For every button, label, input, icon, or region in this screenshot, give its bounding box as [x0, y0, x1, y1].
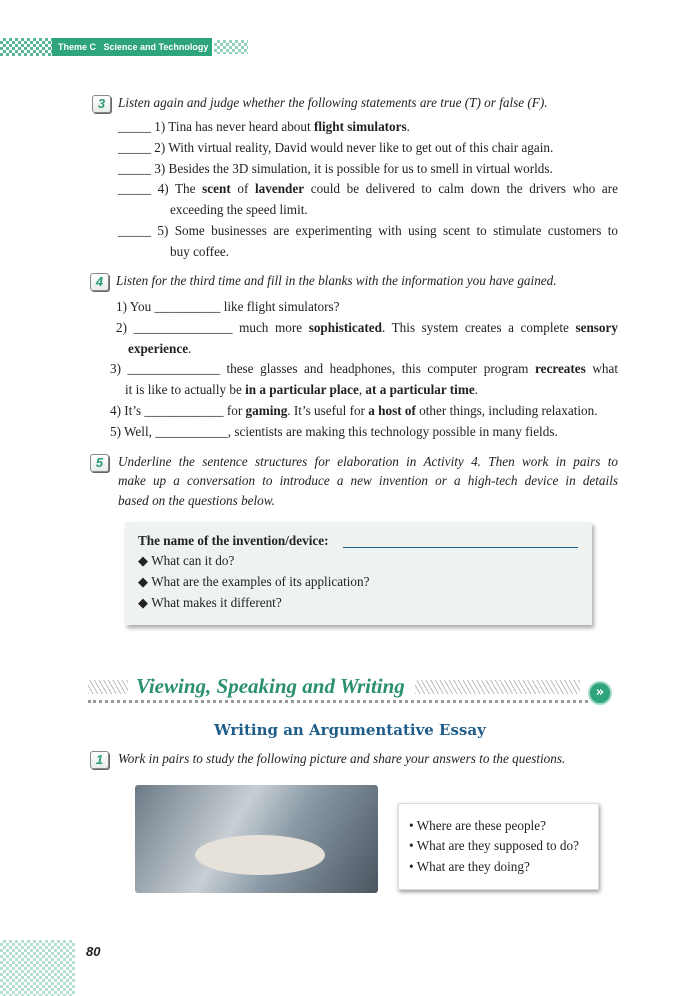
box-question-text: What makes it different? — [151, 595, 282, 610]
text-line — [170, 202, 308, 218]
bold-term: a host of — [368, 403, 416, 418]
text-segment: what — [585, 361, 618, 376]
page-number: 80 — [86, 944, 101, 959]
text-segment: exceeding the speed limit. — [170, 202, 308, 217]
diamond-bullet-icon: ◆ — [138, 553, 152, 568]
section-subtitle: Writing an Argumentative Essay — [214, 721, 486, 739]
activity-3-instruction: Listen again and judge whether the following statements are true (T) or false (F). — [118, 95, 548, 110]
activity-5-number: 5 — [90, 454, 109, 472]
section-divider — [88, 700, 588, 703]
text-line — [116, 299, 339, 315]
theme-label: Theme C — [58, 42, 97, 52]
picture-question-text: What are they supposed to do? — [416, 838, 579, 853]
text-line — [110, 424, 558, 440]
picture-question-text: Where are these people? — [416, 818, 546, 833]
picture-question-text: What are they doing? — [416, 859, 530, 874]
text-segment: 5) Well, ___________, scientists are making this technology possible in many fields. — [110, 424, 558, 439]
bold-term: at a particular time — [365, 382, 475, 397]
bold-term: flight simulators — [313, 119, 407, 134]
bold-term: recreates — [535, 361, 586, 376]
picture-question — [409, 838, 579, 854]
activity-4-instruction: Listen for the third time and fill in the blanks with the information you have gained. — [116, 273, 557, 288]
activity-4-number: 4 — [90, 273, 109, 291]
text-line — [116, 320, 618, 336]
decorative-hatch — [88, 680, 128, 694]
activity-5-instruction-line: make up a conversation to introduce a new invention or a high-tech device in details — [118, 473, 618, 488]
text-segment: 1) You __________ like flight simulators? — [116, 299, 340, 314]
text-segment: 4) It’s ____________ for — [110, 403, 246, 418]
text-line — [118, 223, 618, 239]
text-segment: _____ 5) Some businesses are experimenting with using scent to stimulate customers to — [118, 223, 618, 238]
bold-term: in a particular place — [245, 382, 359, 397]
invention-name-blank[interactable] — [343, 547, 578, 548]
picture-question — [409, 818, 546, 834]
decorative-hatch — [415, 680, 580, 694]
text-line — [118, 181, 618, 197]
text-line — [110, 403, 598, 419]
text-line — [128, 341, 191, 357]
text-segment: _____ 3) Besides the 3D simulation, it is possible for us to smell in virtual worlds. — [118, 161, 553, 176]
diamond-bullet-icon: ◆ — [138, 595, 152, 610]
text-segment: . This system creates a complete — [381, 320, 576, 335]
bullet-icon: • — [409, 859, 417, 874]
text-line — [110, 361, 618, 377]
text-line — [118, 161, 553, 177]
text-segment: buy coffee. — [170, 244, 230, 259]
bullet-icon: • — [409, 838, 417, 853]
bold-term: gaming — [245, 403, 288, 418]
bold-term: sophisticated — [308, 320, 382, 335]
text-segment: _____ 2) With virtual reality, David would never like to get out of this chair again. — [118, 140, 554, 155]
vr-photo — [135, 785, 378, 893]
text-segment: . It’s useful for — [287, 403, 369, 418]
activity-1-instruction: Work in pairs to study the following picture and share your answers to the questions. — [118, 751, 566, 766]
bold-term: experience — [128, 341, 189, 356]
text-segment: . — [406, 119, 410, 134]
text-segment: of — [230, 181, 255, 196]
box-question-text: What can it do? — [151, 553, 235, 568]
bullet-icon: • — [409, 818, 417, 833]
diamond-bullet-icon: ◆ — [138, 574, 152, 589]
box-question-text: What are the examples of its application? — [151, 574, 370, 589]
text-segment: it is like to actually be — [125, 382, 246, 397]
bold-term: sensory — [575, 320, 618, 335]
text-segment: 2) _______________ much more — [116, 320, 309, 335]
box-question — [138, 574, 369, 590]
activity-5-instruction-line: Underline the sentence structures for elaboration in Activity 4. Then work in pairs to — [118, 454, 618, 469]
bold-term: lavender — [254, 181, 305, 196]
text-segment: _____ 1) Tina has never heard about — [118, 119, 314, 134]
decorative-pattern — [0, 940, 75, 996]
text-segment: , — [358, 382, 366, 397]
text-segment: . — [188, 341, 192, 356]
text-line — [118, 140, 553, 156]
text-line — [170, 244, 229, 260]
invention-name-label: The name of the invention/device: — [138, 533, 329, 548]
text-line — [125, 382, 478, 398]
chevron-down-icon: » — [588, 681, 612, 705]
box-question — [138, 595, 282, 611]
text-segment: other things, including relaxation. — [415, 403, 598, 418]
theme-title: Science and Technology — [103, 42, 209, 52]
bold-term: scent — [202, 181, 231, 196]
activity-5-instruction-line: based on the questions below. — [118, 493, 275, 508]
section-title: Viewing, Speaking and Writing — [136, 674, 405, 698]
theme-header — [0, 38, 250, 56]
activity-3-number: 3 — [92, 95, 111, 113]
box-question — [138, 553, 234, 569]
text-segment: 3) ______________ these glasses and headphones, this computer program — [110, 361, 536, 376]
picture-question — [409, 859, 530, 875]
text-segment: could be delivered to calm down the drivers who are — [304, 181, 618, 196]
text-segment: _____ 4) The — [118, 181, 203, 196]
activity-1-number: 1 — [90, 751, 109, 769]
text-segment: . — [474, 382, 478, 397]
text-line — [118, 119, 410, 135]
